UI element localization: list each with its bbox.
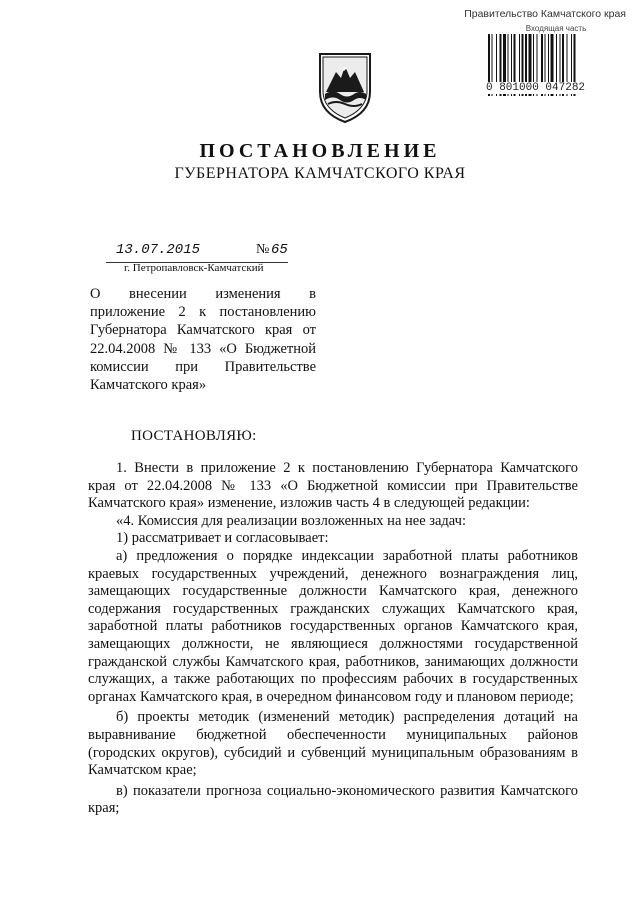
paragraph: в) показатели прогноза социально-экономического развития Камчатского края;: [88, 782, 578, 817]
paragraph: а) предложения о порядке индексации заработной платы работников краевых государственных учреждений, денежного вознаграждения лиц, замещающих государственные должности Камчатского края, денежного содержания государственных гражданских служащих Камчатского края, заработной платы работников государственных органов Камчатского края, замещающих должности, не являющиеся должностями государственной гражданской службы Камчатского края, работников, занимающих должности служащих, а также работающих по профессиям рабочих в государственных органах Камчатского края, в очередном финансовом году и плановом периоде;: [88, 547, 578, 705]
document-subtitle: ГУБЕРНАТОРА КАМЧАТСКОГО КРАЯ: [174, 165, 466, 182]
paragraph: «4. Комиссия для реализации возложенных на нее задач:: [116, 512, 466, 529]
number-label: №: [256, 242, 270, 257]
paragraph: 1. Внести в приложение 2 к постановлению Губернатора Камчатского края от 22.04.2008 № 133 «О Бюджетной комиссии при Правительстве Камчатского края» изменение, изложив часть 4 в следующей редакции:: [88, 460, 578, 512]
registration-stamp: [436, 8, 626, 98]
date-number-line: [106, 240, 288, 263]
paragraph: 1) рассматривает и согласовывает:: [116, 530, 329, 547]
paragraph: б) проекты методик (изменений методик) распределения дотаций на выравнивание бюджетной обеспеченности муниципальных районов (городских округов), субсидий и субвенций муниципальным образованиям в Камчатском крае;: [88, 709, 578, 779]
barcode-number: 0 801000 047282: [486, 82, 626, 94]
document-title: ПОСТАНОВЛЕНИЕ: [199, 140, 441, 162]
document-body: [88, 460, 578, 818]
document-date: 13.07.2015: [116, 242, 201, 258]
stamp-organization: Правительство Камчатского края: [464, 8, 626, 20]
stamp-note: Входящая часть: [525, 24, 587, 33]
coat-of-arms-icon: [316, 48, 374, 124]
document-number: 65: [271, 242, 288, 258]
decree-word: ПОСТАНОВЛЯЮ:: [131, 428, 257, 444]
document-subject: О внесении изменения в приложение 2 к постановлению Губернатора Камчатского края от 22.04.2008 № 133 «О Бюджетной комиссии при Правительстве Камчатского края»: [90, 286, 316, 394]
city: г. Петропавловск-Камчатский: [124, 262, 264, 274]
